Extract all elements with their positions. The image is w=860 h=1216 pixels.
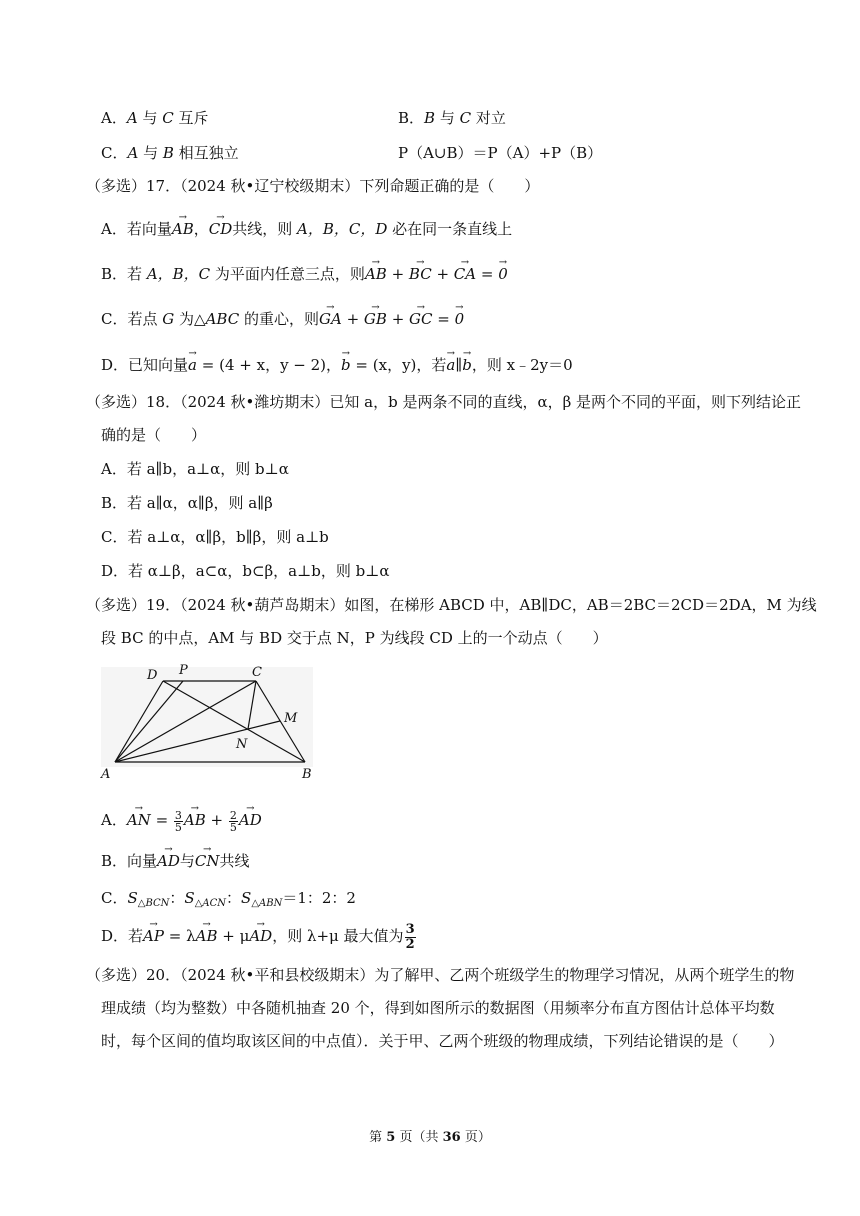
fraction-3-5: $\frac{3}{5}$: [174, 808, 182, 834]
trapezoid-figure: [95, 655, 330, 785]
q18-option-d: D．若 α⊥β，a⊂α，b⊂β，a⊥b，则 b⊥α: [101, 562, 390, 580]
q16-option-a: A．A 与 C 互斥: [101, 109, 209, 127]
q18-stem-line1: （多选）18．（2024 秋•潍坊期末）已知 a，b 是两条不同的直线，α，β 是两个不同的平面，则下列结论正: [86, 393, 802, 411]
label-p: P: [179, 663, 188, 678]
q16-option-b: B．B 与 C 对立: [398, 109, 506, 127]
q17-option-a: A．若向量→ AB，→ CD共线，则 A，B，C，D 必在同一条直线上: [101, 219, 512, 239]
label-c: C: [252, 665, 262, 680]
q17-option-c: C．若点 G 为△ABC 的重心，则→ GA + → GB + → GC = → 0: [101, 309, 464, 329]
q18-option-a: A．若 a∥b，a⊥α，则 b⊥α: [101, 460, 289, 478]
q17-option-b: B．若 A，B，C 为平面内任意三点，则→ AB + → BC + → CA = → 0: [101, 264, 508, 284]
page-footer: 第 5 页（共 36 页）: [369, 1130, 491, 1145]
label-d: D: [147, 668, 158, 683]
label-a: A: [101, 767, 111, 782]
q18-option-c: C．若 a⊥α，α∥β，b∥β，则 a⊥b: [101, 528, 329, 546]
q17-option-d: D．已知向量→ a = (4 + x，y − 2)，→ b = (x，y)，若→ a∥→ b，则 x﹣2y＝0: [101, 355, 573, 375]
q17-stem: （多选）17．（2024 秋•辽宁校级期末）下列命题正确的是（ ）: [86, 177, 540, 195]
q19-option-c: C．$S_{\triangle BCN}$：$S_{\triangle ACN}$：$S_{\triangle ABN}=1$：2：2: [101, 889, 356, 909]
q19-option-a: A．→ AN = $\frac{3}{5}$ → AB + $\frac{2}{5}$ → AD: [101, 805, 262, 835]
current-page-number: 5: [386, 1130, 396, 1145]
q19-stem-line2: 段 BC 的中点，AM 与 BD 交于点 N，P 为线段 CD 上的一个动点（ ）: [101, 629, 608, 647]
q16-option-d: P（A∪B）＝P（A）+P（B）: [398, 144, 603, 162]
q18-option-b: B．若 a∥α，α∥β，则 a∥β: [101, 494, 273, 512]
q20-stem-line2: 理成绩（均为整数）中各随机抽查 20 个，得到如图所示的数据图（用频率分布直方图估计总体平均数: [101, 999, 775, 1017]
fraction-2-5: $\frac{2}{5}$: [229, 808, 237, 834]
q19-stem-line1: （多选）19．（2024 秋•葫芦岛期末）如图，在梯形 ABCD 中，AB∥DC，AB＝2BC＝2CD＝2DA，M 为线: [86, 596, 817, 614]
fraction-3-2: $\frac{3}{2}$: [405, 921, 415, 952]
q19-option-d: D．若→ AP = λ→ AB + μ→ AD，则 λ+μ 最大值为 $\frac{3}{2}$: [101, 920, 417, 952]
label-n: N: [236, 737, 248, 752]
label-b: B: [302, 767, 312, 782]
q16-option-c: C．A 与 B 相互独立: [101, 144, 239, 162]
q20-stem-line1: （多选）20．（2024 秋•平和县校级期末）为了解甲、乙两个班级学生的物理学习情况，从两个班学生的物: [86, 966, 795, 984]
total-pages: 36: [442, 1130, 461, 1145]
label-m: M: [284, 711, 298, 726]
q18-stem-line2: 确的是（ ）: [101, 426, 207, 444]
q19-option-b: B．向量→ AD与→ CN共线: [101, 851, 250, 871]
q20-stem-line3: 时，每个区间的值均取该区间的中点值）．关于甲、乙两个班级的物理成绩，下列结论错误的是（ ）: [101, 1032, 784, 1050]
